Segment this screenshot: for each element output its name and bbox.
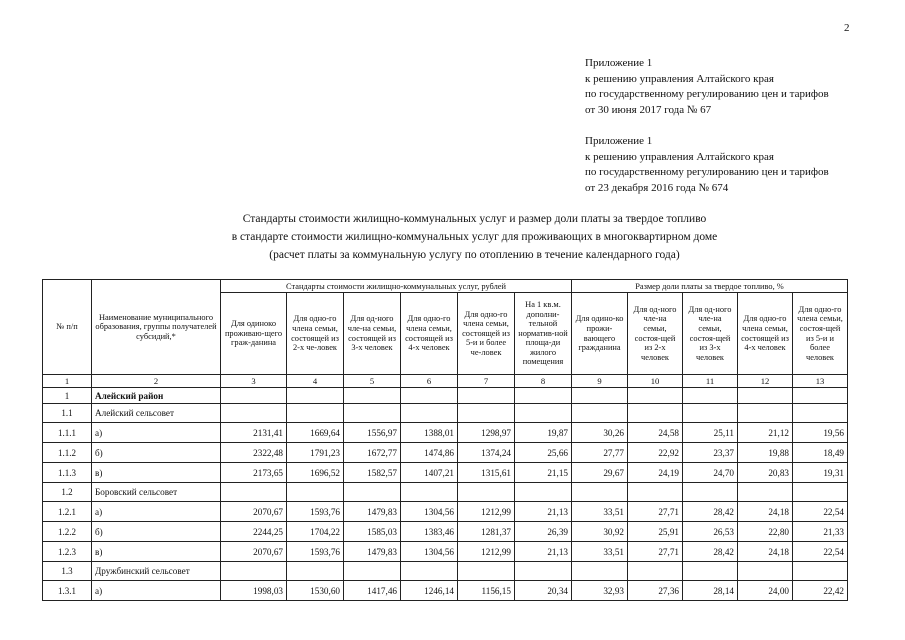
value-cell: 27,77 [572, 443, 628, 463]
column-number: 9 [572, 375, 628, 388]
column-number-row [43, 375, 848, 388]
recipient-group: б) [92, 522, 221, 542]
value-cell: 1212,99 [458, 502, 515, 522]
value-cell [738, 404, 793, 423]
appendix-line: от 23 декабря 2016 года № 674 [585, 181, 729, 194]
value-cell [401, 388, 458, 404]
value-cell [628, 483, 683, 502]
value-cell [458, 562, 515, 581]
column-number: 7 [458, 375, 515, 388]
value-cell: 24,18 [738, 542, 793, 562]
value-cell: 24,19 [628, 463, 683, 483]
col-header: Для одно-го члена семьи, состоящей из 2-х че-ловек [287, 293, 344, 375]
value-cell: 1298,97 [458, 423, 515, 443]
recipient-group: в) [92, 542, 221, 562]
col-header: На 1 кв.м. дополни-тельной норматив-ной площа-ди жилого помещения [515, 293, 572, 375]
appendix-line: Приложение 1 [585, 135, 653, 147]
value-cell: 1383,46 [401, 522, 458, 542]
value-cell [793, 562, 848, 581]
page-number: 2 [844, 22, 850, 34]
value-cell [793, 483, 848, 502]
value-cell: 24,70 [683, 463, 738, 483]
appendix-line: к решению управления Алтайского края [585, 150, 774, 163]
value-cell: 19,87 [515, 423, 572, 443]
value-cell [572, 388, 628, 404]
value-cell: 2070,67 [221, 542, 287, 562]
value-cell [344, 388, 401, 404]
table-row [43, 542, 848, 562]
col-header: Для од-ного чле-на семьи, состоя-щей из 3-х человек [683, 293, 738, 375]
col-header-name: Наименование муниципального образования, группы получателей субсидий,* [92, 280, 221, 375]
column-number: 4 [287, 375, 344, 388]
table-header [43, 280, 848, 388]
recipient-group: в) [92, 463, 221, 483]
col-header: Для од-ного чле-на семьи, состоящей из 3-х человек [344, 293, 401, 375]
value-cell: 22,54 [793, 542, 848, 562]
value-cell: 27,71 [628, 502, 683, 522]
value-cell [793, 388, 848, 404]
value-cell: 33,51 [572, 502, 628, 522]
value-cell: 28,42 [683, 502, 738, 522]
municipality-name: Алейский сельсовет [92, 404, 221, 423]
col-header-number: № п/п [43, 280, 92, 375]
value-cell: 18,49 [793, 443, 848, 463]
value-cell: 20,34 [515, 581, 572, 601]
value-cell: 21,12 [738, 423, 793, 443]
value-cell: 1315,61 [458, 463, 515, 483]
value-cell: 22,42 [793, 581, 848, 601]
value-cell [515, 562, 572, 581]
col-header: Для одно-го члена семьи, состоящей из 5-и и более че-ловек [458, 293, 515, 375]
col-header: Для одиноко проживаю-щего граж-данина [221, 293, 287, 375]
column-number: 6 [401, 375, 458, 388]
value-cell [458, 404, 515, 423]
appendix-line: от 30 июня 2017 года № 67 [585, 103, 712, 116]
value-cell: 30,26 [572, 423, 628, 443]
col-header: Для одно-го члена семьи, состоя-щей из 5-и и более человек [793, 293, 848, 375]
value-cell [683, 388, 738, 404]
value-cell [221, 404, 287, 423]
value-cell: 22,80 [738, 522, 793, 542]
row-code: 1.2.3 [43, 542, 92, 562]
row-code: 1.3.1 [43, 581, 92, 601]
value-cell [287, 562, 344, 581]
value-cell: 1304,56 [401, 502, 458, 522]
row-code: 1.1.1 [43, 423, 92, 443]
municipality-name: Боровский сельсовет [92, 483, 221, 502]
group-header-standards: Стандарты стоимости жилищно-коммунальных услуг, рублей [221, 280, 572, 293]
recipient-group: а) [92, 423, 221, 443]
value-cell: 1669,64 [287, 423, 344, 443]
appendix-line: по государственному регулированию цен и тарифов [585, 88, 829, 100]
value-cell [458, 483, 515, 502]
table-row [43, 463, 848, 483]
table-row [43, 443, 848, 463]
value-cell [738, 562, 793, 581]
settlement-row [43, 404, 848, 423]
value-cell: 1281,37 [458, 522, 515, 542]
value-cell: 1696,52 [287, 463, 344, 483]
value-cell [287, 483, 344, 502]
value-cell: 25,11 [683, 423, 738, 443]
value-cell: 2131,41 [221, 423, 287, 443]
value-cell: 23,37 [683, 443, 738, 463]
value-cell: 26,53 [683, 522, 738, 542]
value-cell: 1212,99 [458, 542, 515, 562]
value-cell: 21,33 [793, 522, 848, 542]
value-cell: 33,51 [572, 542, 628, 562]
value-cell: 21,13 [515, 502, 572, 522]
col-header: Для одино-ко прожи-вающего гражданина [572, 293, 628, 375]
group-header-fuel-share: Размер доли платы за твердое топливо, % [572, 280, 848, 293]
value-cell [628, 388, 683, 404]
appendix-line: Приложение 1 [585, 57, 653, 69]
table-row [43, 423, 848, 443]
value-cell: 24,58 [628, 423, 683, 443]
value-cell: 2244,25 [221, 522, 287, 542]
value-cell: 27,71 [628, 542, 683, 562]
value-cell: 1417,46 [344, 581, 401, 601]
row-code: 1.1 [43, 404, 92, 423]
value-cell: 1593,76 [287, 502, 344, 522]
value-cell [515, 483, 572, 502]
col-header: Для одно-го члена семьи, состоящей из 4-х человек [738, 293, 793, 375]
value-cell [738, 483, 793, 502]
table-row [43, 502, 848, 522]
value-cell [221, 483, 287, 502]
value-cell: 22,92 [628, 443, 683, 463]
value-cell: 1479,83 [344, 502, 401, 522]
appendix-line: по государственному регулированию цен и тарифов [585, 166, 829, 178]
value-cell: 30,92 [572, 522, 628, 542]
column-number: 2 [92, 375, 221, 388]
value-cell: 25,91 [628, 522, 683, 542]
value-cell [458, 388, 515, 404]
value-cell [572, 404, 628, 423]
title-line: (расчет платы за коммунальную услугу по отоплению в течение календарного года) [269, 249, 680, 261]
value-cell: 1156,15 [458, 581, 515, 601]
column-number: 13 [793, 375, 848, 388]
value-cell [572, 483, 628, 502]
value-cell: 2173,65 [221, 463, 287, 483]
value-cell [287, 388, 344, 404]
title-line: Стандарты стоимости жилищно-коммунальных услуг и размер доли платы за твердое топливо [242, 213, 707, 225]
column-number: 11 [683, 375, 738, 388]
value-cell: 1672,77 [344, 443, 401, 463]
value-cell: 22,54 [793, 502, 848, 522]
value-cell: 19,31 [793, 463, 848, 483]
settlement-row [43, 483, 848, 502]
value-cell: 21,13 [515, 542, 572, 562]
appendix-line: к решению управления Алтайского края [585, 72, 774, 85]
municipality-name: Дружбинский сельсовет [92, 562, 221, 581]
row-code: 1.1.2 [43, 443, 92, 463]
value-cell [628, 562, 683, 581]
value-cell [221, 562, 287, 581]
recipient-group: б) [92, 443, 221, 463]
table-row [43, 581, 848, 601]
value-cell: 1556,97 [344, 423, 401, 443]
title-line: в стандарте стоимости жилищно-коммунальных услуг для проживающих в многоквартирном доме [231, 231, 718, 243]
value-cell: 2070,67 [221, 502, 287, 522]
appendix-block-original [585, 134, 829, 196]
column-number: 12 [738, 375, 793, 388]
value-cell [221, 388, 287, 404]
value-cell [344, 562, 401, 581]
value-cell: 1791,23 [287, 443, 344, 463]
municipality-name: Алейский район [92, 388, 221, 404]
value-cell: 29,67 [572, 463, 628, 483]
value-cell [401, 483, 458, 502]
value-cell [683, 562, 738, 581]
col-header: Для одно-го члена семьи, состоящей из 4-х человек [401, 293, 458, 375]
value-cell: 1246,14 [401, 581, 458, 601]
value-cell [344, 483, 401, 502]
row-code: 1 [43, 388, 92, 404]
row-code: 1.2.1 [43, 502, 92, 522]
recipient-group: а) [92, 581, 221, 601]
table-row [43, 522, 848, 542]
value-cell [683, 404, 738, 423]
value-cell: 1388,01 [401, 423, 458, 443]
value-cell [572, 562, 628, 581]
value-cell: 28,14 [683, 581, 738, 601]
value-cell: 1998,03 [221, 581, 287, 601]
row-code: 1.3 [43, 562, 92, 581]
value-cell [628, 404, 683, 423]
row-code: 1.2 [43, 483, 92, 502]
value-cell: 1585,03 [344, 522, 401, 542]
value-cell: 19,88 [738, 443, 793, 463]
value-cell: 1593,76 [287, 542, 344, 562]
district-row [43, 388, 848, 404]
recipient-group: а) [92, 502, 221, 522]
value-cell: 25,66 [515, 443, 572, 463]
value-cell: 1374,24 [458, 443, 515, 463]
value-cell: 32,93 [572, 581, 628, 601]
column-number: 3 [221, 375, 287, 388]
value-cell: 1479,83 [344, 542, 401, 562]
value-cell [738, 388, 793, 404]
value-cell: 1304,56 [401, 542, 458, 562]
value-cell: 21,15 [515, 463, 572, 483]
value-cell: 1474,86 [401, 443, 458, 463]
value-cell [401, 562, 458, 581]
value-cell: 1407,21 [401, 463, 458, 483]
settlement-row [43, 562, 848, 581]
value-cell: 1582,57 [344, 463, 401, 483]
value-cell: 2322,48 [221, 443, 287, 463]
value-cell: 1530,60 [287, 581, 344, 601]
value-cell [793, 404, 848, 423]
column-number: 8 [515, 375, 572, 388]
value-cell: 26,39 [515, 522, 572, 542]
standards-table [42, 279, 848, 601]
column-number: 1 [43, 375, 92, 388]
value-cell [683, 483, 738, 502]
value-cell: 24,00 [738, 581, 793, 601]
value-cell: 20,83 [738, 463, 793, 483]
value-cell [515, 388, 572, 404]
value-cell: 1704,22 [287, 522, 344, 542]
value-cell: 24,18 [738, 502, 793, 522]
value-cell [344, 404, 401, 423]
value-cell: 19,56 [793, 423, 848, 443]
value-cell: 27,36 [628, 581, 683, 601]
row-code: 1.2.2 [43, 522, 92, 542]
document-title [0, 210, 905, 264]
appendix-block-current [585, 56, 829, 118]
value-cell: 28,42 [683, 542, 738, 562]
col-header: Для од-ного чле-на семьи, состоя-щей из 2-х человек [628, 293, 683, 375]
column-number: 5 [344, 375, 401, 388]
value-cell [287, 404, 344, 423]
value-cell [401, 404, 458, 423]
value-cell [515, 404, 572, 423]
column-number: 10 [628, 375, 683, 388]
table-body [43, 388, 848, 601]
row-code: 1.1.3 [43, 463, 92, 483]
